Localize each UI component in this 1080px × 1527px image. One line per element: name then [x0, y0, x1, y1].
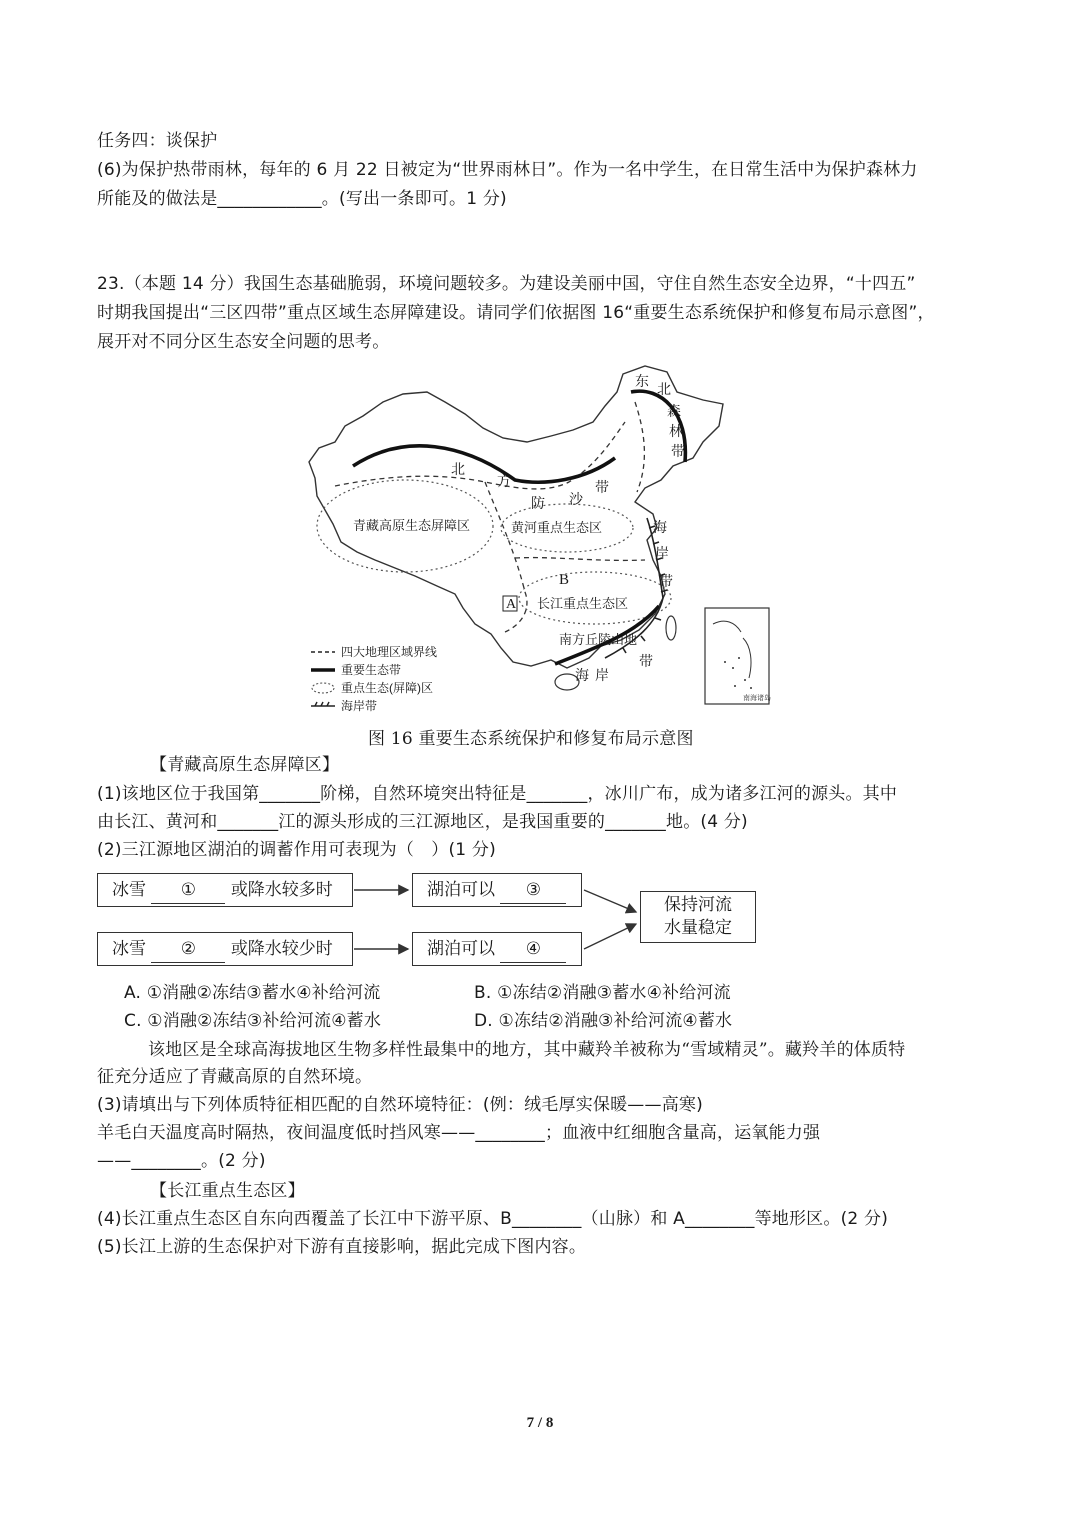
- section-header-qinghai: 【青藏高原生态屏障区】: [150, 755, 340, 775]
- map-label-south-dai: 带: [639, 655, 653, 670]
- q6-line1: (6)为保护热带雨林，每年的 6 月 22 日被定为“世界雨林日”。作为一名中学生，在日常生活中为保护森林力: [97, 160, 918, 180]
- q23-line2: 时期我国提出“三区四带”重点区域生态屏障建设。请同学们依据图 16“重要生态系统保护和修复布局示意图”，: [97, 303, 935, 323]
- belt-north: [353, 446, 615, 482]
- china-outline: [309, 366, 723, 668]
- map-label-changjiang: 长江重点生态区: [537, 596, 629, 611]
- map-label-qinghai: 青藏高原生态屏障区: [353, 518, 471, 533]
- taiwan-island: [666, 616, 676, 640]
- flow-box-2-blank: ③: [500, 877, 566, 904]
- inset-label: 南海诸岛: [743, 694, 771, 702]
- q3-line1: (3)请填出与下列体质特征相匹配的自然环境特征：(例：绒毛厚实保暖——高寒): [97, 1095, 703, 1115]
- arrow-4: [584, 924, 636, 949]
- figure-caption: 图 16 重要生态系统保护和修复布局示意图: [368, 729, 694, 749]
- q3-line3: ——________。(2 分): [97, 1151, 266, 1171]
- page-number: 7 / 8: [526, 1415, 554, 1431]
- map-label-north: 防: [531, 497, 545, 512]
- flow-box-1-post: 或降水较多时: [230, 880, 333, 900]
- q23-line3: 展开对不同分区生态安全问题的思考。: [97, 332, 390, 352]
- china-ecosystem-map: [305, 362, 785, 714]
- q5-text: (5)长江上游的生态保护对下游有直接影响，据此完成下图内容。: [97, 1237, 587, 1257]
- flow-box-3-blank: ②: [151, 936, 225, 963]
- flow-result-line1: 保持河流: [664, 895, 732, 915]
- section-header-changjiang: 【长江重点生态区】: [150, 1181, 305, 1201]
- q23-line1: 23.（本题 14 分）我国生态基础脆弱，环境问题较多。为建设美丽中国，守住自然生态安全边界，“十四五”: [97, 274, 916, 294]
- q6-line2: 所能及的做法是____________。(写出一条即可。1 分): [97, 189, 507, 209]
- option-b[interactable]: B. ①冻结②消融③蓄水④补给河流: [474, 983, 731, 1003]
- south-sea-inset: [705, 608, 769, 704]
- map-label-north: 方: [497, 475, 511, 490]
- q3-line2: 羊毛白天温度高时隔热，夜间温度低时挡风寒——________；血液中红细胞含量高，运氧能力强: [97, 1123, 821, 1143]
- map-label-south: 南方丘陵山地: [559, 632, 638, 647]
- map-label-coast-south: 岸: [595, 669, 609, 684]
- flow-box-4-blank: ④: [500, 936, 566, 963]
- q1-line1: (1)该地区位于我国第_______阶梯，自然环境突出特征是_______，冰川广布，成为诸多江河的源头。其中: [97, 784, 898, 804]
- flow-box-3-post: 或降水较少时: [230, 939, 333, 959]
- q1-line2: 由长江、黄河和_______江的源头形成的三江源地区，是我国重要的_______地。(4 分): [97, 812, 748, 832]
- map-label-northeast: 林: [669, 425, 683, 440]
- flow-box-1-blank: ①: [151, 877, 225, 904]
- option-a[interactable]: A. ①消融②冻结③蓄水④补给河流: [124, 983, 381, 1003]
- boundary-line: [635, 402, 644, 492]
- option-d[interactable]: D. ①冻结②消融③补给河流④蓄水: [474, 1011, 733, 1031]
- map-label-coast: 岸: [655, 547, 669, 562]
- map-label-northeast: 森: [667, 405, 681, 420]
- legend-boundary: 四大地理区域界线: [341, 645, 438, 659]
- map-point-b: B: [559, 572, 570, 588]
- option-c[interactable]: C. ①消融②冻结③补给河流④蓄水: [124, 1011, 382, 1031]
- flow-result-box: [640, 891, 756, 943]
- map-label-coast-south: 海: [575, 669, 589, 684]
- map-label-north: 带: [595, 481, 609, 496]
- q2-text: (2)三江源地区湖泊的调蓄作用可表现为（ ）(1 分): [97, 840, 496, 860]
- flow-result-line2: 水量稳定: [664, 918, 732, 938]
- legend-coast: 海岸带: [341, 699, 378, 713]
- flow-box-1: [97, 873, 353, 907]
- map-label-coast: 海: [653, 521, 667, 536]
- map-label-coast: 带: [659, 575, 673, 590]
- flow-box-3: [97, 932, 353, 966]
- map-label-north: 沙: [569, 493, 583, 508]
- q4-text: (4)长江重点生态区自东向西覆盖了长江中下游平原、B________（山脉）和 A________等地形区。(2 分): [97, 1209, 889, 1229]
- boundary-line: [335, 422, 625, 489]
- task4-heading: 任务四：谈保护: [97, 131, 218, 151]
- boundary-line: [515, 558, 645, 561]
- map-label-north: 北: [451, 463, 465, 478]
- flow-box-2-pre: 湖泊可以: [427, 880, 495, 900]
- flow-box-4-pre: 湖泊可以: [427, 939, 495, 959]
- map-label-northeast: 带: [671, 445, 685, 460]
- map-point-a: A: [506, 597, 517, 612]
- flow-box-3-pre: 冰雪: [112, 939, 146, 959]
- legend-belt: 重要生态带: [341, 663, 402, 677]
- passage-line1: 该地区是全球高海拔地区生物多样性最集中的地方，其中藏羚羊被称为“雪域精灵”。藏羚羊的体质特: [148, 1040, 906, 1060]
- map-label-northeast: 北: [657, 383, 671, 398]
- map-label-huanghe: 黄河重点生态区: [511, 520, 603, 535]
- legend-zone: 重点生态(屏障)区: [341, 681, 433, 695]
- flow-box-1-pre: 冰雪: [112, 880, 146, 900]
- passage-line2: 征充分适应了青藏高原的自然环境。: [97, 1067, 373, 1087]
- arrow-3: [584, 890, 636, 912]
- flow-arrows: [350, 880, 650, 966]
- map-label-northeast: 东: [635, 375, 649, 390]
